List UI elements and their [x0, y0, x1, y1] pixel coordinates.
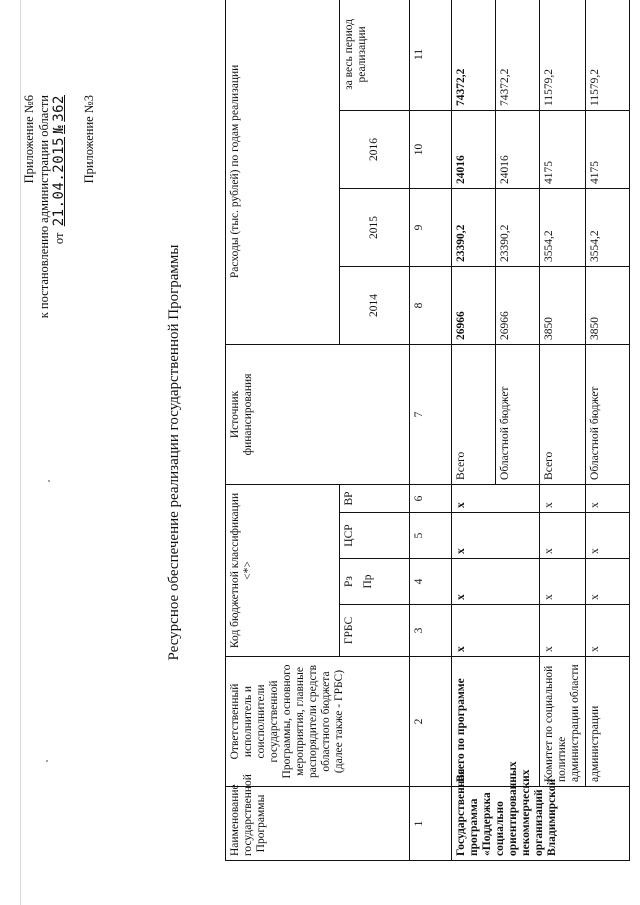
source-cell: Областной бюджет: [586, 344, 630, 484]
column-number-row: [409, 0, 451, 861]
table-row: [452, 0, 496, 861]
col-program-name: Наименование государственной Программы: [226, 787, 410, 861]
executor-cell: Комитет по социальной политике администрации области: [540, 657, 586, 787]
executor-cell: администрации: [586, 657, 630, 787]
col-2015: 2015: [339, 188, 409, 266]
col-number: 8: [409, 266, 451, 344]
annex-number: Приложение №6: [22, 95, 36, 184]
col-number: 9: [409, 188, 451, 266]
annex-header: [22, 95, 67, 318]
table-row: [586, 0, 630, 861]
col-budget-code: Код бюджетной классификации <*>: [226, 484, 340, 656]
col-number: 2: [409, 657, 451, 787]
value-2015-cell: 3554,2: [540, 188, 586, 266]
grbs-cell: х: [452, 605, 540, 657]
value-2015-cell: 23390,2: [452, 188, 496, 266]
csr-cell: х: [452, 513, 540, 559]
col-pr: Пр: [361, 574, 374, 589]
col-number: 10: [409, 110, 451, 188]
header-row-1: [226, 0, 340, 861]
resolution-date-line: [52, 95, 67, 318]
col-expenses: Расходы (тыс. рублей) по годам реализации: [226, 0, 340, 344]
value-2014-cell: 26966: [452, 266, 496, 344]
number-sign: №: [51, 124, 67, 134]
value-2014-cell: 3850: [540, 266, 586, 344]
resource-table: [225, 0, 630, 861]
col-number: 1: [409, 787, 451, 861]
source-cell: Областной бюджет: [496, 344, 540, 484]
col-2016: 2016: [339, 110, 409, 188]
value-total-cell: 74372,2: [496, 0, 540, 110]
col-number: 7: [409, 344, 451, 484]
rzpr-cell: х: [452, 559, 540, 605]
csr-cell: х: [540, 513, 586, 559]
col-number: 5: [409, 513, 451, 559]
col-grbs: ГРБС: [339, 605, 409, 657]
value-2014-cell: 3850: [586, 266, 630, 344]
vr-cell: х: [452, 484, 540, 512]
value-total-cell: 11579,2: [540, 0, 586, 110]
value-2016-cell: 24016: [496, 110, 540, 188]
col-vr: ВР: [339, 484, 409, 512]
value-total-cell: 74372,2: [452, 0, 496, 110]
resolution-number: 362: [51, 95, 67, 122]
col-number: 6: [409, 484, 451, 512]
value-2014-cell: 26966: [496, 266, 540, 344]
col-rz: Рз: [342, 576, 355, 587]
col-number: 4: [409, 559, 451, 605]
annex3-label: Приложение №3: [82, 95, 96, 184]
col-2014: 2014: [339, 266, 409, 344]
value-2016-cell: 4175: [540, 110, 586, 188]
value-2016-cell: 24016: [452, 110, 496, 188]
col-csr: ЦСР: [339, 513, 409, 559]
col-source: Источник финансирования: [226, 344, 410, 484]
value-2015-cell: 3554,2: [586, 188, 630, 266]
grbs-cell: х: [586, 605, 630, 657]
col-rzpr: [339, 559, 409, 605]
document-title: Ресурсное обеспечение реализации государственной Программы: [166, 244, 182, 661]
vr-cell: х: [586, 484, 630, 512]
value-2015-cell: 23390,2: [496, 188, 540, 266]
col-total-period: за весь период реализации: [339, 0, 409, 110]
source-cell: Всего: [452, 344, 496, 484]
executor-cell: Всего по программе: [452, 657, 540, 787]
csr-cell: х: [586, 513, 630, 559]
from-prefix: от: [52, 232, 66, 245]
col-number: 11: [409, 0, 451, 110]
grbs-cell: х: [540, 605, 586, 657]
vr-cell: х: [540, 484, 586, 512]
source-cell: Всего: [540, 344, 586, 484]
value-2016-cell: 4175: [586, 110, 630, 188]
resolution-date: 21.04.2015: [51, 136, 67, 227]
col-number: 3: [409, 605, 451, 657]
col-executor: Ответственный исполнитель и соисполнители государственной Программы, основного мероприятия, главные распорядители средств областного бюджета (далее также - ГРБС): [226, 657, 410, 787]
resolution-reference: к постановлению администрации области: [37, 95, 51, 319]
rzpr-cell: х: [586, 559, 630, 605]
rzpr-cell: х: [540, 559, 586, 605]
table-row: [540, 0, 586, 861]
value-total-cell: 11579,2: [586, 0, 630, 110]
program-name-cell: Государственная программа «Поддержка социально ориентированных некоммерческих организаций Владимирской: [452, 787, 630, 861]
